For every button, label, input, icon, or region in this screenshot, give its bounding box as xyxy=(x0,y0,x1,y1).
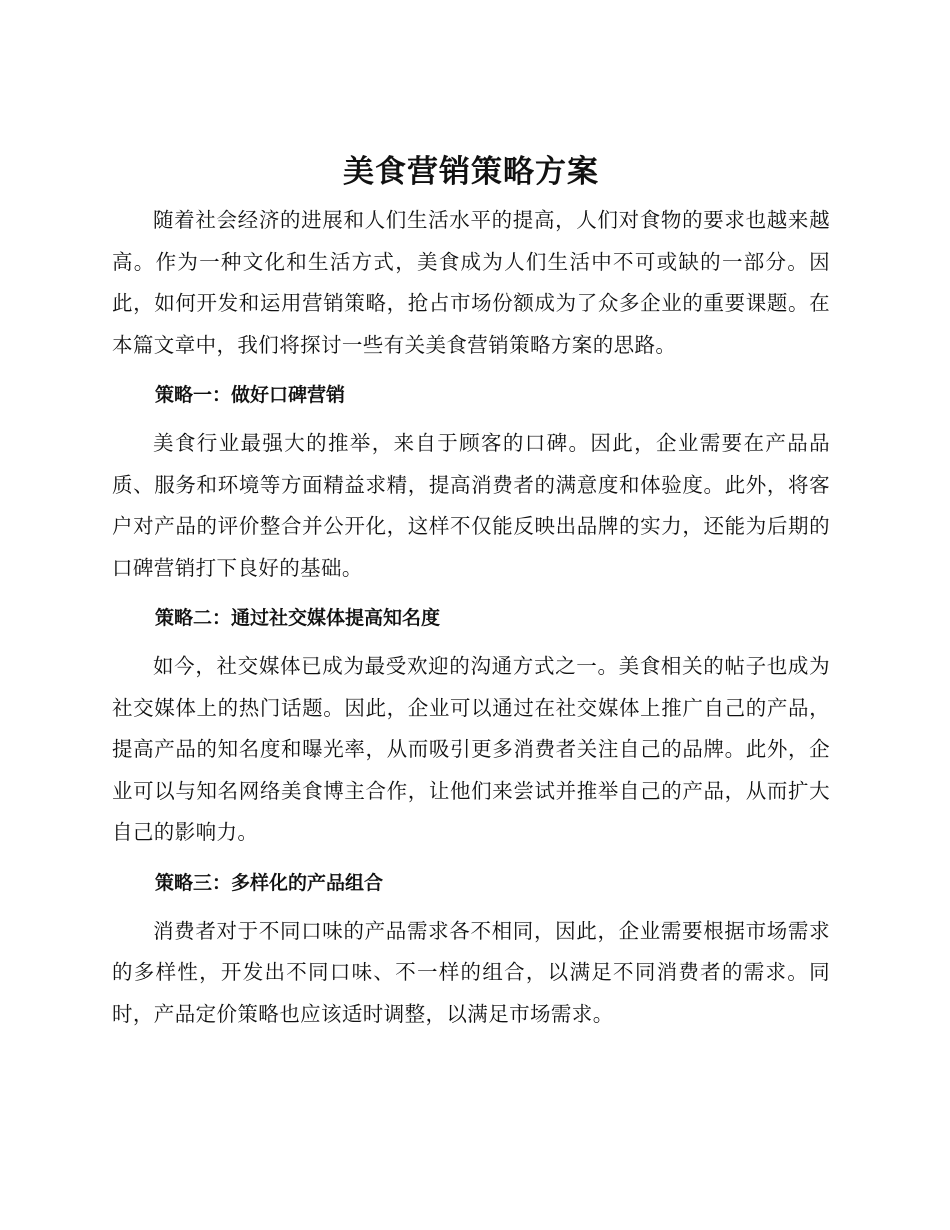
document-title: 美食营销策略方案 xyxy=(343,154,599,190)
section-3 xyxy=(112,869,830,1036)
document-page xyxy=(112,150,830,1035)
section-1 xyxy=(112,381,830,589)
section-heading: 策略三：多样化的产品组合 xyxy=(155,871,384,894)
section-body: 如今，社交媒体已成为最受欢迎的沟通方式之一。美食相关的帖子也成为社交媒体上的热门话题。因此，企业可以通过在社交媒体上推广自己的产品，提高产品的知名度和曝光率，从而吸引更多消费者关注自己的品牌。此外，企业可以与知名网络美食博主合作，让他们来尝试并推举自己的产品，从而扩大自己的影响力。 xyxy=(112,654,830,844)
section-body: 消费者对于不同口味的产品需求各不相同，因此，企业需要根据市场需求的多样性，开发出不同口味、不一样的组合，以满足不同消费者的需求。同时，产品定价策略也应该适时调整，以满足市场需求。 xyxy=(112,918,830,1026)
section-body: 美食行业最强大的推举，来自于顾客的口碑。因此，企业需要在产品品质、服务和环境等方面精益求精，提高消费者的满意度和体验度。此外，将客户对产品的评价整合并公开化，这样不仅能反映出品牌的实力，还能为后期的口碑营销打下良好的基础。 xyxy=(112,431,830,580)
section-2 xyxy=(112,604,830,854)
section-heading: 策略一：做好口碑营销 xyxy=(155,384,346,406)
section-heading: 策略二：通过社交媒体提高知名度 xyxy=(155,607,441,629)
intro-paragraph: 随着社会经济的进展和人们生活水平的提高，人们对食物的要求也越来越高。作为一种文化和生活方式，美食成为人们生活中不可或缺的一部分。因此，如何开发和运用营销策略，抢占市场份额成为了众多企业的重要课题。在本篇文章中，我们将探讨一些有关美食营销策略方案的思路。 xyxy=(112,208,830,357)
